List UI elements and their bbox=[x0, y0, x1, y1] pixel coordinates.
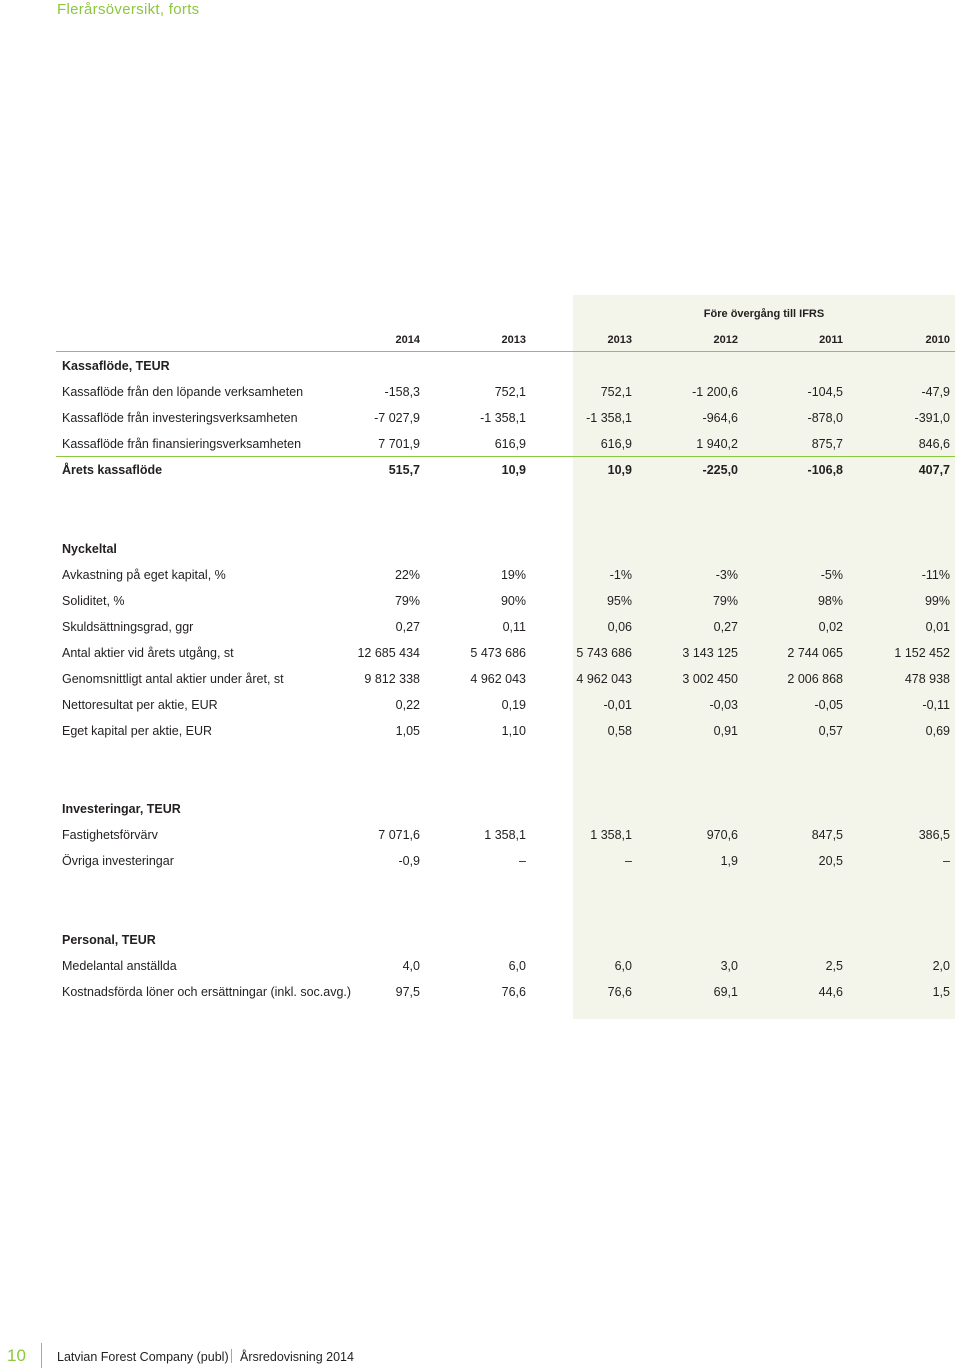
section-heading-kassaflode bbox=[0, 359, 960, 377]
row-label: Kostnadsförda löner och ersättningar (inkl. soc.avg.) bbox=[62, 985, 352, 999]
pre-ifrs-heading: Före övergång till IFRS bbox=[703, 308, 825, 320]
cell-value: 5 473 686 bbox=[470, 646, 526, 660]
table-row bbox=[0, 437, 960, 455]
section-heading-personal bbox=[0, 933, 960, 951]
table-row bbox=[0, 646, 960, 664]
cell-value: -5% bbox=[820, 568, 843, 582]
cell-value: -878,0 bbox=[807, 411, 843, 425]
cell-value: -0,9 bbox=[398, 854, 420, 868]
cell-value: – bbox=[519, 854, 526, 868]
cell-value: 99% bbox=[924, 594, 950, 608]
page-title: Flerårsöversikt, forts bbox=[57, 1, 200, 18]
table-row bbox=[0, 672, 960, 690]
cell-value: 1,5 bbox=[932, 985, 950, 999]
cell-value: 2,0 bbox=[932, 959, 950, 973]
cell-value: 0,01 bbox=[925, 620, 950, 634]
cell-value: 98% bbox=[817, 594, 843, 608]
cell-value: -158,3 bbox=[384, 385, 420, 399]
cell-value: 1,05 bbox=[395, 724, 420, 738]
footer-report-title: Årsredovisning 2014 bbox=[240, 1350, 354, 1364]
cell-value: 0,27 bbox=[395, 620, 420, 634]
cell-value: -11% bbox=[921, 568, 950, 582]
cell-value: 76,6 bbox=[501, 985, 526, 999]
cell-value: 19% bbox=[500, 568, 526, 582]
cell-value: 95% bbox=[606, 594, 632, 608]
cell-value: 4 962 043 bbox=[470, 672, 526, 686]
cell-value: 3 002 450 bbox=[682, 672, 738, 686]
table-row bbox=[0, 854, 960, 872]
table-row bbox=[0, 594, 960, 612]
cell-value: -391,0 bbox=[914, 411, 950, 425]
cell-value: -106,8 bbox=[807, 463, 843, 477]
cell-value: 0,02 bbox=[818, 620, 843, 634]
cell-value: 0,58 bbox=[607, 724, 632, 738]
cell-value: 616,9 bbox=[494, 437, 526, 451]
cell-value: 90% bbox=[500, 594, 526, 608]
cell-value: 1,9 bbox=[720, 854, 738, 868]
cell-value: 0,06 bbox=[607, 620, 632, 634]
cell-value: -0,03 bbox=[709, 698, 738, 712]
row-label: Genomsnittligt antal aktier under året, st bbox=[62, 672, 284, 686]
cell-value: 847,5 bbox=[811, 828, 843, 842]
cell-value: 2 006 868 bbox=[787, 672, 843, 686]
row-label: Kassaflöde från finansieringsverksamheten bbox=[62, 437, 302, 451]
row-label: Antal aktier vid årets utgång, st bbox=[62, 646, 234, 660]
cell-value: 3,0 bbox=[720, 959, 738, 973]
row-label: Skuldsättningsgrad, ggr bbox=[62, 620, 194, 634]
section-heading-label: Nyckeltal bbox=[62, 542, 117, 556]
page-number: 10 bbox=[7, 1346, 26, 1365]
row-label: Fastighetsförvärv bbox=[62, 828, 158, 842]
cell-value: 1 152 452 bbox=[894, 646, 950, 660]
cell-value: 478 938 bbox=[904, 672, 950, 686]
year-col-4: 2012 bbox=[713, 334, 738, 346]
cell-value: 875,7 bbox=[811, 437, 843, 451]
cell-value: 79% bbox=[712, 594, 738, 608]
page-footer bbox=[0, 1343, 960, 1368]
cell-value: -1 358,1 bbox=[480, 411, 526, 425]
table-row bbox=[0, 724, 960, 742]
year-col-3: 2013 bbox=[607, 334, 632, 346]
cell-value: 752,1 bbox=[600, 385, 632, 399]
cell-value: 9 812 338 bbox=[364, 672, 420, 686]
table-row bbox=[0, 568, 960, 586]
row-label: Nettoresultat per aktie, EUR bbox=[62, 698, 218, 712]
cell-value: 0,27 bbox=[713, 620, 738, 634]
cell-value: 0,22 bbox=[395, 698, 420, 712]
cell-value: 0,69 bbox=[925, 724, 950, 738]
cell-value: -0,11 bbox=[922, 698, 950, 712]
footer-divider bbox=[41, 1343, 42, 1368]
year-header-row bbox=[0, 334, 960, 352]
row-label: Kassaflöde från investeringsverksamheten bbox=[62, 411, 298, 425]
table-row bbox=[0, 959, 960, 977]
cell-value: 515,7 bbox=[388, 463, 420, 477]
table-row bbox=[0, 828, 960, 846]
cell-value: -104,5 bbox=[807, 385, 843, 399]
row-label: Avkastning på eget kapital, % bbox=[62, 568, 226, 582]
cell-value: 10,9 bbox=[607, 463, 632, 477]
cell-value: 0,91 bbox=[713, 724, 738, 738]
cell-value: -964,6 bbox=[702, 411, 738, 425]
cell-value: 79% bbox=[394, 594, 420, 608]
row-label: Soliditet, % bbox=[62, 594, 125, 608]
table-row bbox=[0, 620, 960, 638]
cell-value: – bbox=[943, 854, 950, 868]
cell-value: 846,6 bbox=[918, 437, 950, 451]
cell-value: 44,6 bbox=[818, 985, 843, 999]
cell-value: 10,9 bbox=[501, 463, 526, 477]
cell-value: -0,01 bbox=[603, 698, 632, 712]
cell-value: 69,1 bbox=[713, 985, 738, 999]
cell-value: -0,05 bbox=[814, 698, 843, 712]
cell-value: -7 027,9 bbox=[374, 411, 420, 425]
cell-value: 2 744 065 bbox=[787, 646, 843, 660]
cell-value: 6,0 bbox=[614, 959, 632, 973]
cell-value: 0,11 bbox=[502, 620, 526, 634]
cell-value: 0,57 bbox=[818, 724, 843, 738]
cell-value: -1 358,1 bbox=[586, 411, 632, 425]
footer-company: Latvian Forest Company (publ) bbox=[57, 1350, 229, 1364]
cell-value: 7 701,9 bbox=[378, 437, 420, 451]
row-label: Medelantal anställda bbox=[62, 959, 177, 973]
section-heading-investeringar bbox=[0, 802, 960, 820]
cell-value: – bbox=[625, 854, 632, 868]
cell-value: 4,0 bbox=[402, 959, 420, 973]
cell-value: 616,9 bbox=[600, 437, 632, 451]
cell-value: -1% bbox=[609, 568, 632, 582]
section-heading-nyckeltal bbox=[0, 542, 960, 560]
table-row bbox=[0, 385, 960, 403]
cell-value: 1,10 bbox=[501, 724, 526, 738]
section-heading-label: Investeringar, TEUR bbox=[62, 802, 181, 816]
cell-value: 752,1 bbox=[494, 385, 526, 399]
total-row bbox=[0, 463, 960, 481]
header-divider bbox=[56, 351, 955, 352]
row-label: Kassaflöde från den löpande verksamheten bbox=[62, 385, 304, 399]
cell-value: -225,0 bbox=[702, 463, 738, 477]
cell-value: 20,5 bbox=[818, 854, 843, 868]
cell-value: 1 940,2 bbox=[696, 437, 738, 451]
cell-value: 1 358,1 bbox=[484, 828, 526, 842]
row-label: Årets kassaflöde bbox=[62, 463, 163, 477]
year-col-1: 2014 bbox=[395, 334, 420, 346]
row-label: Eget kapital per aktie, EUR bbox=[62, 724, 213, 738]
cell-value: 1 358,1 bbox=[590, 828, 632, 842]
table-row bbox=[0, 411, 960, 429]
cell-value: 4 962 043 bbox=[576, 672, 632, 686]
section-heading-label: Kassaflöde, TEUR bbox=[62, 359, 170, 373]
cell-value: 97,5 bbox=[395, 985, 420, 999]
total-divider bbox=[56, 456, 955, 457]
section-heading-label: Personal, TEUR bbox=[62, 933, 156, 947]
cell-value: 76,6 bbox=[607, 985, 632, 999]
cell-value: 407,7 bbox=[918, 463, 950, 477]
cell-value: 6,0 bbox=[508, 959, 526, 973]
cell-value: 3 143 125 bbox=[682, 646, 738, 660]
footer-separator bbox=[231, 1349, 232, 1363]
cell-value: 22% bbox=[394, 568, 420, 582]
cell-value: 7 071,6 bbox=[378, 828, 420, 842]
cell-value: 386,5 bbox=[918, 828, 950, 842]
cell-value: -1 200,6 bbox=[692, 385, 738, 399]
cell-value: 5 743 686 bbox=[576, 646, 632, 660]
cell-value: 0,19 bbox=[501, 698, 526, 712]
cell-value: 2,5 bbox=[825, 959, 843, 973]
cell-value: 12 685 434 bbox=[357, 646, 420, 660]
cell-value: 970,6 bbox=[706, 828, 738, 842]
cell-value: -3% bbox=[715, 568, 738, 582]
table-row bbox=[0, 698, 960, 716]
table-row bbox=[0, 985, 960, 1003]
row-label: Övriga investeringar bbox=[62, 854, 174, 868]
year-col-5: 2011 bbox=[819, 334, 843, 346]
cell-value: -47,9 bbox=[921, 385, 950, 399]
year-col-2: 2013 bbox=[501, 334, 526, 346]
year-col-6: 2010 bbox=[925, 334, 950, 346]
